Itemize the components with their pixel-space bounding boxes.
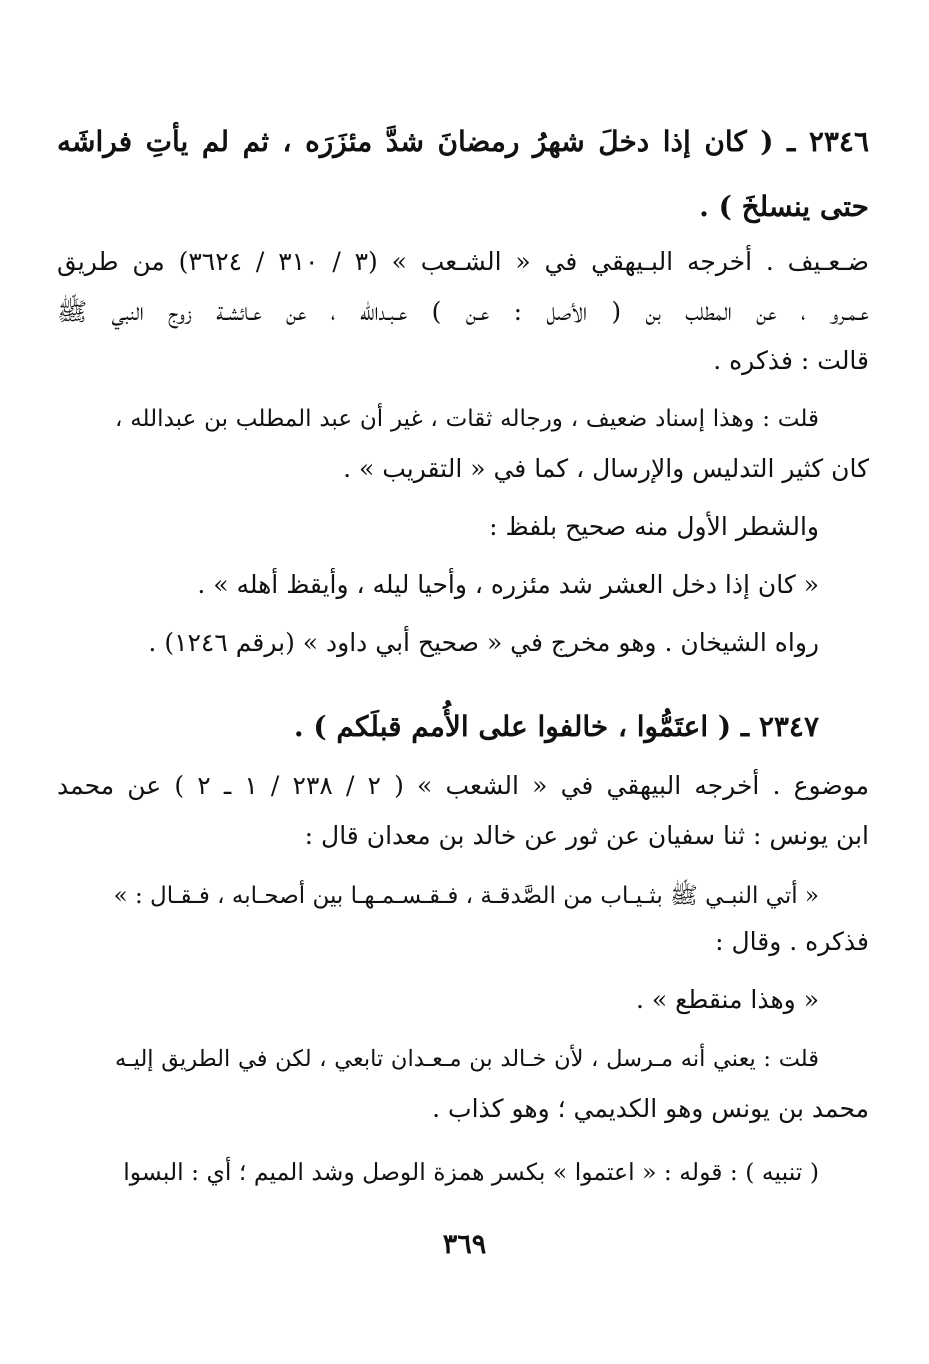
hadith-2346-note-cont: كان كثير التدليس والإرسال ، كما في « التقريب » . [343, 454, 869, 483]
hadith-2347-munqati: « وهذا منقطع » . [635, 985, 819, 1014]
hadith-2346-heading-cont: حتى ينسلخَ ) . [699, 190, 869, 223]
hadith-2347-grading-cont: ابن يونس : ثنا سفيان عن ثور عن خالد بن معدان قال : [304, 821, 869, 850]
hadith-2346-note: قلت : وهذا إسناد ضعيف ، ورجاله ثقات ، غير أن عبد المطلب بن عبدالله ، [115, 406, 819, 432]
hadith-2346-heading: ٢٣٤٦ ـ ( كان إذا دخلَ شهرُ رمضانَ شدَّ مئزَرَه ، ثم لم يأتِ فراشَه [57, 125, 869, 158]
hadith-2347-note: قلت : يعني أنه مـرسل ، لأن خـالد بن مـعـدان تابعي ، لكن في الطريق إليـه [115, 1046, 819, 1072]
hadith-2347-grading: موضوع . أخرجه البيهقي في « الشعب » ( ٢ / ٢٣٨ / ١ ـ ٢ ) عن محمد [57, 771, 869, 800]
hadith-2347-tanbih: ( تنبيه ) : قوله : « اعتموا » بكسر همزة الوصل وشد الميم ؛ أي : البسوا [123, 1158, 819, 1186]
hadith-2347-heading: ٢٣٤٧ ـ ( اعتَمُّوا ، خالفوا على الأُمم قبلَكم ) . [293, 710, 819, 743]
hadith-2346-shatr: والشطر الأول منه صحيح بلفظ : [489, 512, 819, 541]
page-number: ٣٦٩ [442, 1229, 487, 1260]
hadith-2346-grading-end: قالت : فذكره . [713, 346, 869, 375]
hadith-2347-matn-cont: فذكره . وقال : [715, 927, 869, 956]
hadith-2346-grading-cont: عـمـرو ، عن المطلب بن ( الأصل : عـن ) عـبـدالله ، عن عـائشـة زوج النبي ﷺ [57, 297, 869, 326]
hadith-2346-riwaya: رواه الشيخان . وهو مخرج في « صحيح أبي داود » (برقم ١٢٤٦) . [148, 628, 819, 657]
hadith-2346-grading: ضـعـيف . أخرجه البـيهقي في « الشـعب » (٣ / ٣١٠ / ٣٦٢٤) من طريق [57, 247, 869, 276]
hadith-2346-quote: « كان إذا دخل العشر شد مئزره ، وأحيا ليله ، وأيقظ أهله » . [197, 570, 819, 599]
hadith-2347-note-cont: محمد بن يونس وهو الكديمي ؛ وهو كذاب . [432, 1094, 869, 1123]
hadith-2347-matn: « أتي النبـي ﷺ بثـيـاب من الصَّدقـة ، فـقـسـمـهـا بين أصحـابه ، فـقـال : » [113, 883, 819, 909]
